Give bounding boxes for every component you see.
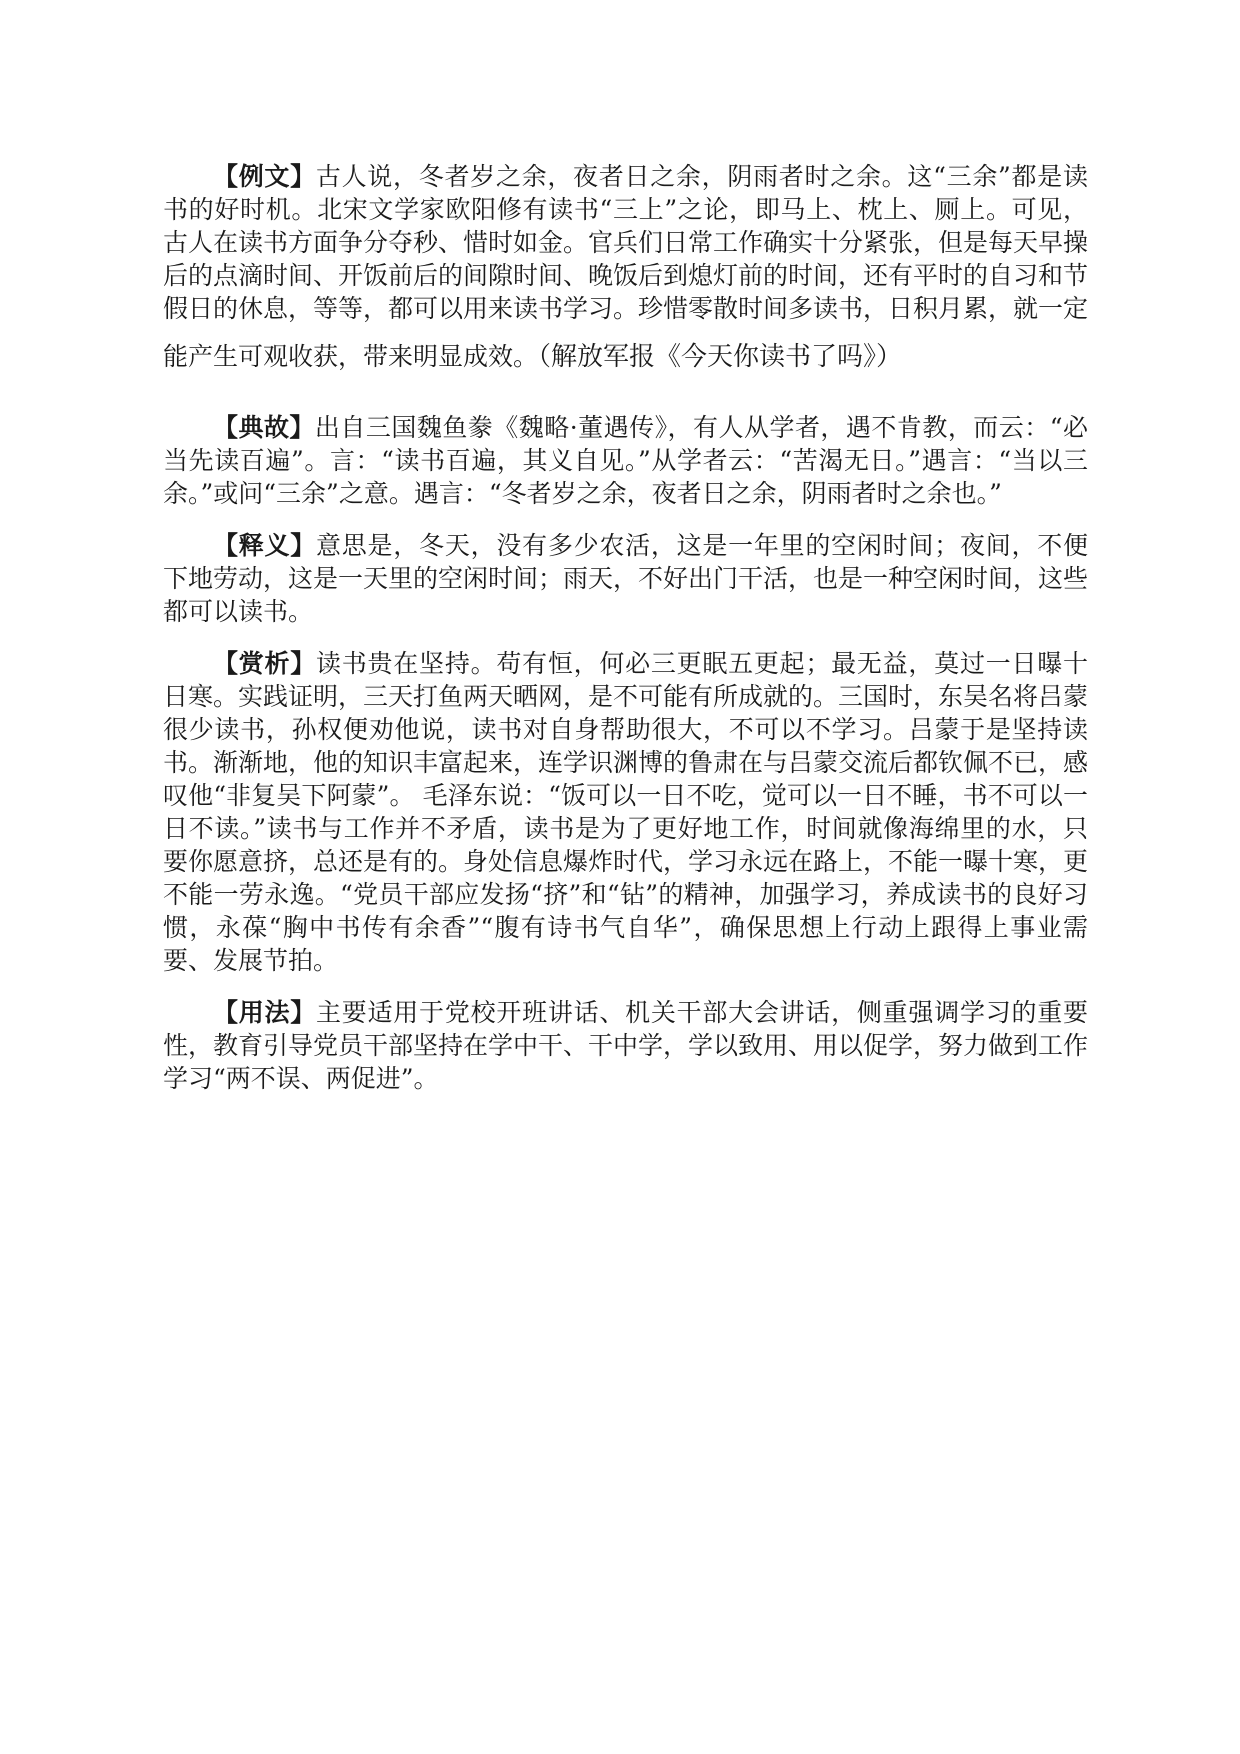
- document-page: [163, 160, 1088, 1095]
- paragraph-appreciation: [163, 647, 1088, 977]
- example-text: 古人说，冬者岁之余，夜者日之余，阴雨者时之余。这“三余”都是读书的好时机。北宋文学家欧阳修有读书“三上”之论，即马上、枕上、厕上。可见，古人在读书方面争分夺秒、惜时如金。官兵们日常工作确实十分紧张，但是每天早操后的点滴时间、开饭前后的间隙时间、晚饭后到熄灯前的时间，还有平时的自习和节假日的休息，等等，都可以用来读书学习。珍惜零散时间多读书，日积月累，就一定: [163, 162, 1089, 323]
- paragraph-meaning: [163, 529, 1088, 628]
- label-appreciation: 【赏析】: [213, 649, 317, 678]
- example-source: （解放军报《今天你读书了吗》）: [538, 342, 903, 372]
- appreciation-text: 读书贵在坚持。苟有恒，何必三更眠五更起；最无益，莫过一日曝十日寒。实践证明，三天打鱼两天晒网，是不可能有所成就的。三国时，东吴名将吕蒙很少读书，孙权便劝他说，读书对自身帮助很大，不可以不学习。吕蒙于是坚持读书。渐渐地，他的知识丰富起来，连学识渊博的鲁肃在与吕蒙交流后都钦佩不已，感叹他“非复吴下阿蒙”。 毛泽东说：“饭可以一日不吃，觉可以一日不睡，书不可以一日不读。”读书与工作并不矛盾，读书是为了更好地工作，时间就像海绵里的水，只要你愿意挤，总还是有的。身处信息爆炸时代，学习永远在路上，不能一曝十寒，更不能一劳永逸。“党员干部应发扬“挤”和“钻”的精神，加强学习，养成读书的良好习惯，永葆“胸中书传有余香”“腹有诗书气自华”，确保思想上行动上跟得上事业需要、发展节拍。: [163, 649, 1089, 975]
- label-usage: 【用法】: [213, 998, 317, 1027]
- example-text-last: 能产生可观收获，带来明显成效。: [163, 342, 539, 371]
- allusion-text: 出自三国魏鱼豢《魏略·董遇传》，有人从学者，遇不肯教，而云：“必当先读百遍”。言：“读书百遍，其义自见。”从学者云：“苦渴无日。”遇言：“当以三余。”或问“三余”之意。遇言：“冬者岁之余，夜者日之余，阴雨者时之余也。”: [163, 413, 1088, 508]
- usage-text: 主要适用于党校开班讲话、机关干部大会讲话，侧重强调学习的重要性，教育引导党员干部坚持在学中干、干中学，学以致用、用以促学，努力做到工作学习“两不误、两促进”。: [163, 998, 1089, 1093]
- paragraph-usage: [163, 996, 1088, 1095]
- label-example: 【例文】: [213, 162, 316, 191]
- paragraph-allusion: [163, 411, 1088, 510]
- example-last-line: [163, 339, 1088, 375]
- meaning-text: 意思是，冬天，没有多少农活，这是一年里的空闲时间；夜间，不便下地劳动，这是一天里的空闲时间；雨天，不好出门干活，也是一种空闲时间，这些都可以读书。: [163, 531, 1089, 626]
- paragraph-example: [163, 160, 1088, 375]
- label-meaning: 【释义】: [213, 531, 317, 560]
- label-allusion: 【典故】: [213, 413, 315, 442]
